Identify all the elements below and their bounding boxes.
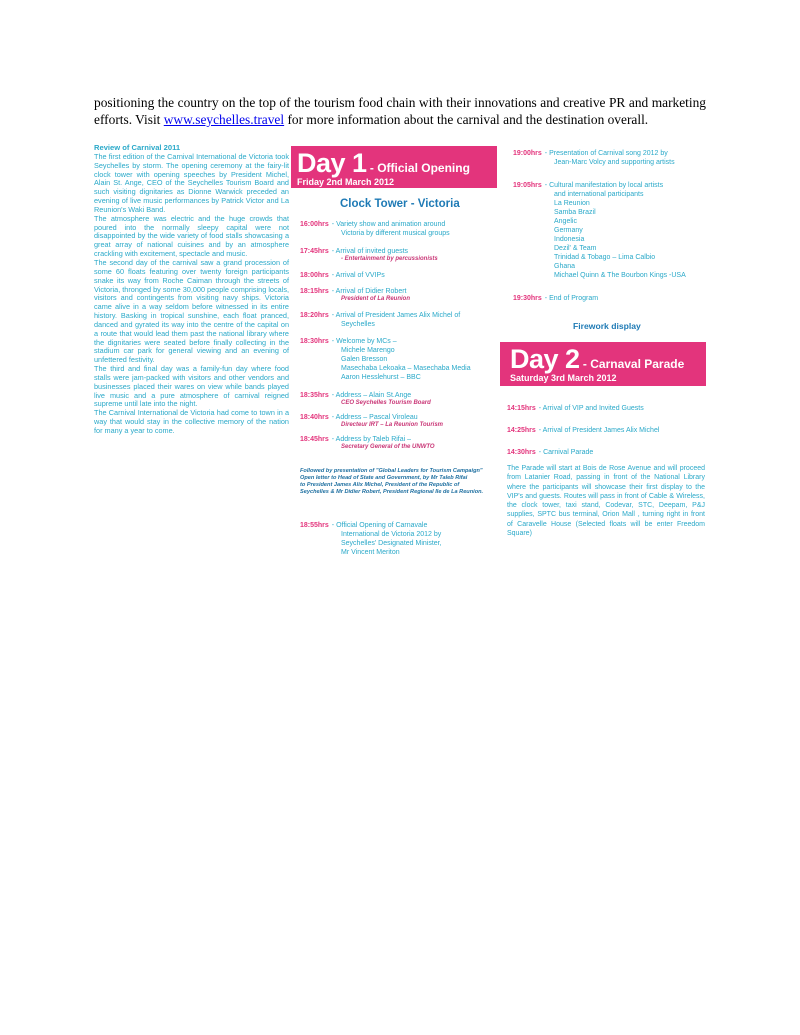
schedule-desc: - Official Opening of Carnavale	[331, 522, 428, 529]
schedule-desc: - Cultural manifestation by local artists	[544, 182, 664, 189]
schedule-time: 19:30hrs	[513, 295, 542, 302]
note-line: Seychelles & Mr Didier Robert, President Regional Ile de La Reunion.	[300, 489, 484, 495]
schedule-time: 18:30hrs	[300, 338, 329, 345]
seychelles-travel-link[interactable]: www.seychelles.travel	[163, 112, 285, 127]
schedule-item	[300, 435, 500, 451]
schedule-item	[300, 413, 500, 429]
review-column	[94, 144, 289, 436]
note-line: to President James Alix Michel, President of the Republic of	[300, 482, 460, 488]
schedule-extra-line: International de Victoria 2012 by	[341, 531, 442, 538]
schedule-extra-line: Aaron Hesslehurst – BBC	[341, 374, 421, 381]
firework-display: Firework display	[573, 321, 641, 331]
schedule-item	[300, 521, 500, 557]
schedule-extra-line: Ghana	[554, 263, 576, 270]
schedule-extra-line: Indonesia	[554, 236, 585, 243]
schedule-subtitle: Directeur IRT – La Reunion Tourism	[341, 422, 444, 428]
schedule-extra-line: Samba Brazil	[554, 209, 596, 216]
schedule-row	[507, 404, 707, 413]
schedule-item	[507, 426, 707, 435]
day2-title: - Carnaval Parade	[579, 357, 685, 371]
review-paragraph-2: The atmosphere was electric and the huge crowds that poured into the normally sleepy capital were not disappointed by the wide variety of food stalls showcasing a great array of national cuisines and by an atmosphere crackling with excitement, spectacle and music.	[94, 213, 289, 259]
schedule-time: 14:25hrs	[507, 427, 536, 434]
schedule-desc: - Address – Pascal Viroleau	[331, 414, 418, 421]
day1-notes	[300, 468, 505, 496]
schedule-row	[300, 247, 500, 256]
schedule-desc: - Variety show and animation around	[331, 221, 446, 228]
schedule-extra-line: Masechaba Lekoaka – Masechaba Media	[341, 365, 471, 372]
intro-text-after: for more information about the carnival and the destination overall.	[284, 112, 649, 127]
schedule-row	[300, 413, 500, 422]
schedule-subtitle: Secretary General of the UNWTO	[341, 444, 435, 450]
schedule-subtitle: CEO Seychelles Tourism Board	[341, 400, 431, 406]
schedule-desc: - Address by Taleb Rifai –	[331, 436, 412, 443]
review-paragraph-1: The first edition of the Carnival International de Victoria took Seychelles by storm. The opening ceremony at the fairy-lit clock tower with opening speeches by President Michel, Alain St. Ange, CEO of the Seychelles Tourism Board and such visiting dignitaries as Dionne Warwick preceded an evening of live music performances by Patrick Victor and La Reunion's Waki Band.	[94, 151, 289, 214]
schedule-extra-line: Michele Marengo	[341, 347, 395, 354]
schedule-extra-line: and international participants	[554, 191, 644, 198]
day1-schedule	[300, 220, 500, 451]
schedule-row	[300, 391, 500, 400]
schedule-time: 17:45hrs	[300, 248, 329, 255]
intro-paragraph	[94, 94, 706, 128]
schedule-desc: - Welcome by MCs –	[331, 338, 397, 345]
schedule-time: 14:15hrs	[507, 405, 536, 412]
schedule-row	[300, 521, 500, 530]
schedule-time: 16:00hrs	[300, 221, 329, 228]
schedule-extra-line: Galen Bresson	[341, 356, 388, 363]
schedule-time: 18:20hrs	[300, 312, 329, 319]
note-line: Open letter to Head of State and Government, by Mr Taleb Rifai	[300, 475, 468, 481]
review-paragraph-5: The Carnival International de Victoria had come to town in a way that would stay in the collective memory of the nation for many a year to come.	[94, 408, 289, 435]
day1-continued-schedule	[513, 149, 713, 303]
schedule-desc: - End of Program	[544, 295, 599, 302]
intro-text-before: positioning the country on the top of the tourism food chain with their innovations and creative PR and marketing efforts. Visit	[94, 95, 706, 127]
schedule-time: 18:00hrs	[300, 272, 329, 279]
schedule-desc: - Arrival of VIP and Invited Guests	[538, 405, 644, 412]
schedule-row	[300, 287, 500, 296]
schedule-row	[507, 448, 707, 457]
day2-date: Saturday 3rd March 2012	[510, 373, 617, 383]
schedule-item	[300, 271, 500, 280]
schedule-extra-line: Seychelles' Designated Minister,	[341, 540, 442, 547]
schedule-item	[513, 181, 713, 280]
schedule-extra-line: Seychelles	[341, 321, 375, 328]
schedule-item	[300, 247, 500, 263]
schedule-subtitle: President of La Reunion	[341, 296, 411, 302]
schedule-row	[507, 426, 707, 435]
day1-venue: Clock Tower - Victoria	[340, 198, 460, 210]
schedule-desc: - Arrival of President James Alix Michel of	[331, 312, 461, 319]
schedule-time: 18:45hrs	[300, 436, 329, 443]
day2-schedule	[507, 404, 707, 457]
schedule-extra-line: Trinidad & Tobago – Lima Calbio	[554, 254, 656, 261]
schedule-extra-line: La Reunion	[554, 200, 590, 207]
schedule-item	[300, 220, 500, 238]
day1-date: Friday 2nd March 2012	[297, 177, 395, 187]
schedule-item	[507, 448, 707, 457]
schedule-time: 18:35hrs	[300, 392, 329, 399]
schedule-time: 18:15hrs	[300, 288, 329, 295]
schedule-row	[513, 181, 713, 190]
schedule-row	[513, 294, 713, 303]
note-line: Followed by presentation of "Global Leaders for Tourism Campaign"	[300, 468, 483, 474]
schedule-extra-line: Mr Vincent Meriton	[341, 549, 400, 556]
schedule-item	[300, 287, 500, 303]
schedule-item	[300, 391, 500, 407]
day1-title: - Official Opening	[366, 161, 470, 175]
schedule-item	[507, 404, 707, 413]
schedule-extra-line: Dezil' & Team	[554, 245, 597, 252]
schedule-desc: - Arrival of President James Alix Michel	[538, 427, 660, 434]
schedule-desc: - Carnival Parade	[538, 449, 594, 456]
review-paragraph-4: The third and final day was a family-fun day where food stalls were jam-packed with visitors and other vendors and businesses placed their wares on view while bands played live music and a pure atmosphere of carnival reigned supreme until late into the night.	[94, 364, 289, 409]
schedule-extra-line: Michael Quinn & The Bourbon Kings -USA	[554, 272, 686, 279]
schedule-desc: - Arrival of VVIPs	[331, 272, 385, 279]
schedule-item	[300, 337, 500, 382]
schedule-desc: - Arrival of Didier Robert	[331, 288, 407, 295]
review-paragraph-3: The second day of the carnival saw a grand procession of some 60 floats featuring over twenty foreign participants snake its way from Roche Caiman through the streets of Victoria, thronged by some 30,000 people comprising locals, visitors and contingents from visiting navy ships. Victoria came alive in a way seldom before witnessed in its entire history. Basking in tropical sunshine, each float pranced, danced and gyrated its way into the centre of the capital on a route that would lead them past the national library where the dignitaries were seated before finally collecting in the stadium car park for general viewing and an evening of unfettered festivity.	[94, 257, 289, 365]
schedule-time: 18:55hrs	[300, 522, 329, 529]
schedule-time: 14:30hrs	[507, 449, 536, 456]
schedule-row	[300, 311, 500, 320]
day2-big-label: Day 2	[510, 344, 580, 374]
parade-description: The Parade will start at Bois de Rose Avenue and will proceed from Latanier Road, passing in front of the National Library where the participants will showcase their first display to the VIP's and guests. Routes will pass in front of Cable & Wireless, the clock tower, taxi stand, Codevar, STC, Deepam, P&J supplies, SPTC bus terminal, Orion Mall , turning right in front of Caravelle House (Selected floats will be enter Freedom Square)	[507, 465, 705, 538]
schedule-desc: - Arrival of invited guests	[331, 248, 409, 255]
schedule-desc: - Presentation of Carnival song 2012 by	[544, 150, 668, 157]
review-heading: Review of Carnival 2011	[94, 143, 181, 152]
schedule-row	[513, 149, 713, 158]
schedule-time: 19:00hrs	[513, 150, 542, 157]
schedule-extra-line: Angelic	[554, 218, 577, 225]
day1-final-item	[300, 521, 500, 557]
schedule-item	[513, 294, 713, 303]
schedule-row	[300, 337, 500, 346]
schedule-time: 18:40hrs	[300, 414, 329, 421]
schedule-row	[300, 220, 500, 229]
schedule-desc: - Address – Alain St.Ange	[331, 392, 412, 399]
day2-banner	[500, 342, 706, 386]
schedule-extra-line: Victoria by different musical groups	[341, 230, 450, 237]
day1-big-label: Day 1	[297, 148, 367, 178]
day1-banner	[291, 146, 497, 188]
schedule-item	[300, 311, 500, 329]
schedule-time: 19:05hrs	[513, 182, 542, 189]
schedule-row	[300, 435, 500, 444]
schedule-item	[513, 149, 713, 167]
schedule-subtitle: - Entertainment by percussionists	[341, 256, 438, 262]
schedule-row	[300, 271, 500, 280]
schedule-extra-line: Jean-Marc Volcy and supporting artists	[554, 159, 675, 166]
schedule-extra-line: Germany	[554, 227, 583, 234]
